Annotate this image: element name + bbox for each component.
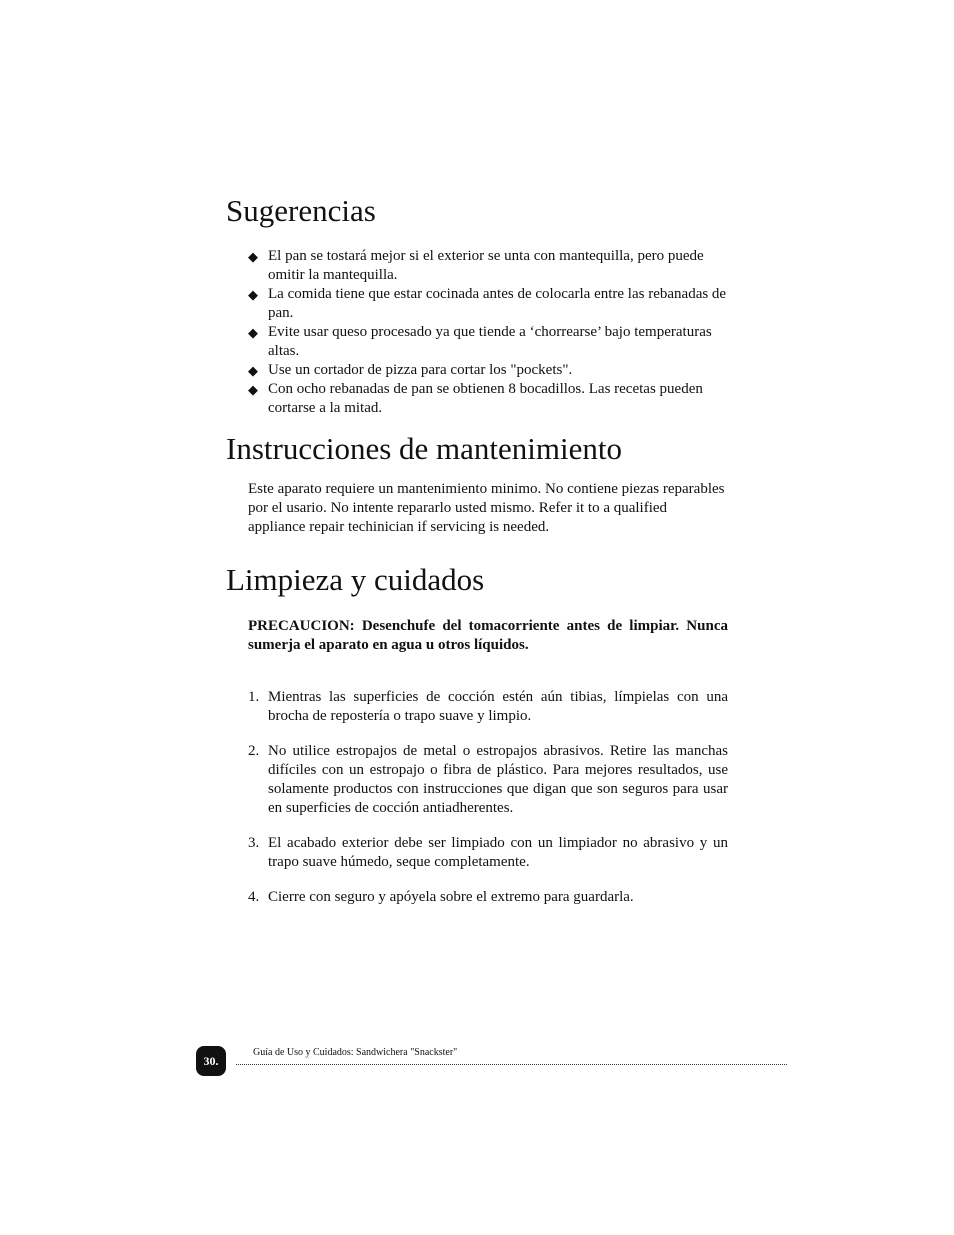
list-item-text: Use un cortador de pizza para cortar los "pockets". <box>268 362 573 378</box>
diamond-bullet-icon: ◆ <box>248 363 258 378</box>
list-item-text: El pan se tostará mejor si el exterior se unta con mantequilla, pero puede omitir la mantequilla. <box>268 248 704 283</box>
heading-sugerencias: Sugerencias <box>226 193 376 228</box>
step-number: 2. <box>248 743 260 759</box>
list-item-text: Evite usar queso procesado ya que tiende a ‘chorrearse’ bajo temperaturas altas. <box>268 324 712 359</box>
heading-limpieza: Limpieza y cuidados <box>226 562 485 597</box>
caution-warning: PRECAUCION: Desenchufe del tomacorriente antes de limpiar. Nunca sumerja el aparato en agua u otros líquidos. <box>248 618 728 653</box>
list-item <box>248 834 728 872</box>
step-text: Cierre con seguro y apóyela sobre el extremo para guardarla. <box>268 889 634 905</box>
step-text: El acabado exterior debe ser limpiado con un limpiador no abrasivo y un trapo suave húmedo, seque completamente. <box>268 835 728 870</box>
suggestions-list <box>248 247 728 418</box>
list-item-text: La comida tiene que estar cocinada antes de colocarla entre las rebanadas de pan. <box>268 286 727 321</box>
cleaning-steps-list <box>248 688 728 923</box>
diamond-bullet-icon: ◆ <box>248 325 258 340</box>
list-item <box>248 688 728 726</box>
diamond-bullet-icon: ◆ <box>248 382 258 397</box>
step-number: 1. <box>248 689 260 705</box>
step-text: No utilice estropajos de metal o estropajos abrasivos. Retire las manchas difíciles con un estropajo o fibra de plástico. Para mejores resultados, use solamente productos con instrucciones que digan que son seguros para usar en superficies de cocción antiadherentes. <box>268 743 728 816</box>
list-item <box>248 285 728 323</box>
maintenance-paragraph: Este aparato requiere un mantenimiento minimo. No contiene piezas reparables por el usario. No intente repararlo usted mismo. Refer it to a qualified appliance repair techinician if servicing is needed. <box>248 481 725 535</box>
list-item-text: Con ocho rebanadas de pan se obtienen 8 bocadillos. Las recetas pueden cortarse a la mitad. <box>268 381 703 416</box>
step-text: Mientras las superficies de cocción estén aún tibias, límpielas con una brocha de repostería o trapo suave y limpio. <box>268 689 728 724</box>
list-item <box>248 361 728 380</box>
diamond-bullet-icon: ◆ <box>248 287 258 302</box>
list-item <box>248 380 728 418</box>
diamond-bullet-icon: ◆ <box>248 249 258 264</box>
step-number: 4. <box>248 889 260 905</box>
list-item <box>248 247 728 285</box>
list-item <box>248 742 728 818</box>
step-number: 3. <box>248 835 260 851</box>
footer-guide-title: Guía de Uso y Cuidados: Sandwichera "Snackster" <box>253 1047 458 1058</box>
list-item <box>248 323 728 361</box>
page-number-badge: 30. <box>196 1046 226 1076</box>
list-item <box>248 888 728 907</box>
heading-mantenimiento: Instrucciones de mantenimiento <box>226 431 622 466</box>
footer-dotted-rule <box>236 1064 787 1065</box>
